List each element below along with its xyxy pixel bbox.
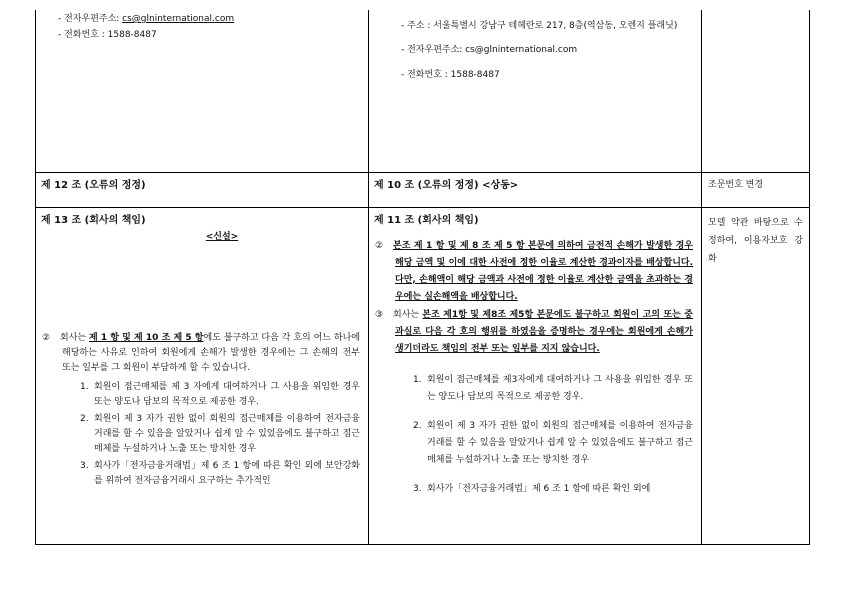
- new-clause-label: <신설>: [205, 231, 239, 242]
- right-address-line: - 주소 : 서울특별시 강남구 테헤란로 217, 8층(역삼동, 오렌지 플래닛): [401, 21, 678, 31]
- right-contact-cell: [369, 10, 702, 172]
- article-13-note-cell: [702, 207, 810, 544]
- right-article-13-cell: [369, 207, 702, 544]
- right-item-3: 3. 회사가「전자금융거래법」제 6 조 1 항에 따른 확인 외에: [413, 483, 651, 494]
- left-article-12-title: 제 12 조 (오류의 정정): [41, 179, 146, 191]
- right-article-12-title: 제 10 조 (오류의 정정) <상동>: [374, 179, 519, 191]
- contact-row: [36, 10, 810, 172]
- right-clause-3: ③ 회사는 본조 제1항 및 제8조 제5항 본문에도 불구하고 회원이 고의 또는 중과실로 다음 각 호의 행위를 하였음을 증명하는 경우에는 회원에게 손해가 생기더라도 책임의 전부 또는 일부를 지지 않습니다.: [369, 307, 701, 358]
- article-13-row: [36, 207, 810, 544]
- left-item-list: [36, 380, 368, 489]
- right-item-list: [369, 372, 701, 498]
- clause-3-marker: ③: [375, 309, 384, 320]
- left-article-12-cell: [36, 172, 369, 207]
- article-12-note-cell: [702, 172, 810, 207]
- left-article-13-cell: [36, 207, 369, 544]
- left-clause-2: ② 회사는 제 1 항 및 제 10 조 제 5 항에도 불구하고 다음 각 호의 어느 하나에 해당하는 사유로 인하여 회원에게 손해가 발생한 경우에는 그 손해의 전부 또는 일부를 그 회원이 부담하게 할 수 있습니다.: [42, 332, 360, 373]
- left-item-3: 3. 회사가「전자금융거래법」제 6 조 1 항에 따른 확인 외에 보안강화를 위하여 전자금융거래시 요구하는 추가적인: [80, 460, 360, 486]
- right-item-2: 2. 회원이 제 3 자가 권한 없이 회원의 접근매체를 이용하여 전자금융거래를 할 수 있음을 알았거나 쉽게 알 수 있었음에도 불구하고 접근매체를 누설하거나 노출 또는 방치한 경우: [413, 420, 693, 465]
- comparison-table: [35, 10, 810, 545]
- article-13-note: 모델 약관 바탕으로 수정하여, 이용자보호 강화: [708, 217, 803, 264]
- clause-2-marker: ②: [375, 240, 384, 251]
- contact-note-cell: [702, 10, 810, 172]
- right-item-1: 1. 회원이 접근매체를 제3자에게 대여하거나 그 사용을 위임한 경우 또는 양도나 담보의 목적으로 제공한 경우.: [413, 374, 693, 402]
- right-email-line: - 전자우편주소: cs@glninternational.com: [401, 45, 578, 55]
- clause-2-marker: ②: [42, 332, 51, 343]
- left-contact-cell: [36, 10, 369, 172]
- left-email-line: - 전자우편주소: cs@glninternational.com: [58, 14, 235, 24]
- left-article-13-title: 제 13 조 (회사의 책임): [41, 214, 146, 226]
- article-12-row: [36, 172, 810, 207]
- left-item-2: 2. 회원이 제 3 자가 권한 없이 회원의 접근매체를 이용하여 전자금융거래를 할 수 있음을 알았거나 쉽게 알 수 있었음에도 불구하고 접근매체를 누설하거나 노출 또는 방치한 경우: [80, 413, 360, 454]
- right-article-13-title: 제 11 조 (회사의 책임): [374, 214, 479, 226]
- right-phone-line: - 전화번호 : 1588-8487: [401, 70, 500, 80]
- article-12-note: 조문번호 변경: [708, 179, 764, 190]
- right-clause-2: ② 본조 제 1 항 및 제 8 조 제 5 항 본문에 의하여 금전적 손해가 발생한 경우 해당 금액 및 이에 대한 사전에 정한 이율로 계산한 경과이자를 배상합니다. 다만, 손해액이 해당 금액과 사전에 정한 이율로 계산한 금액을 초과하는 경우에는 실손해액을 배상합니다.: [369, 238, 701, 306]
- left-item-1: 1. 회원이 접근매체를 제 3 자에게 대여하거나 그 사용을 위임한 경우 또는 양도나 담보의 목적으로 제공한 경우.: [80, 381, 360, 407]
- left-phone-line: - 전화번호 : 1588-8487: [58, 30, 157, 40]
- right-article-12-cell: [369, 172, 702, 207]
- left-email-link[interactable]: cs@glninternational.com: [122, 14, 235, 24]
